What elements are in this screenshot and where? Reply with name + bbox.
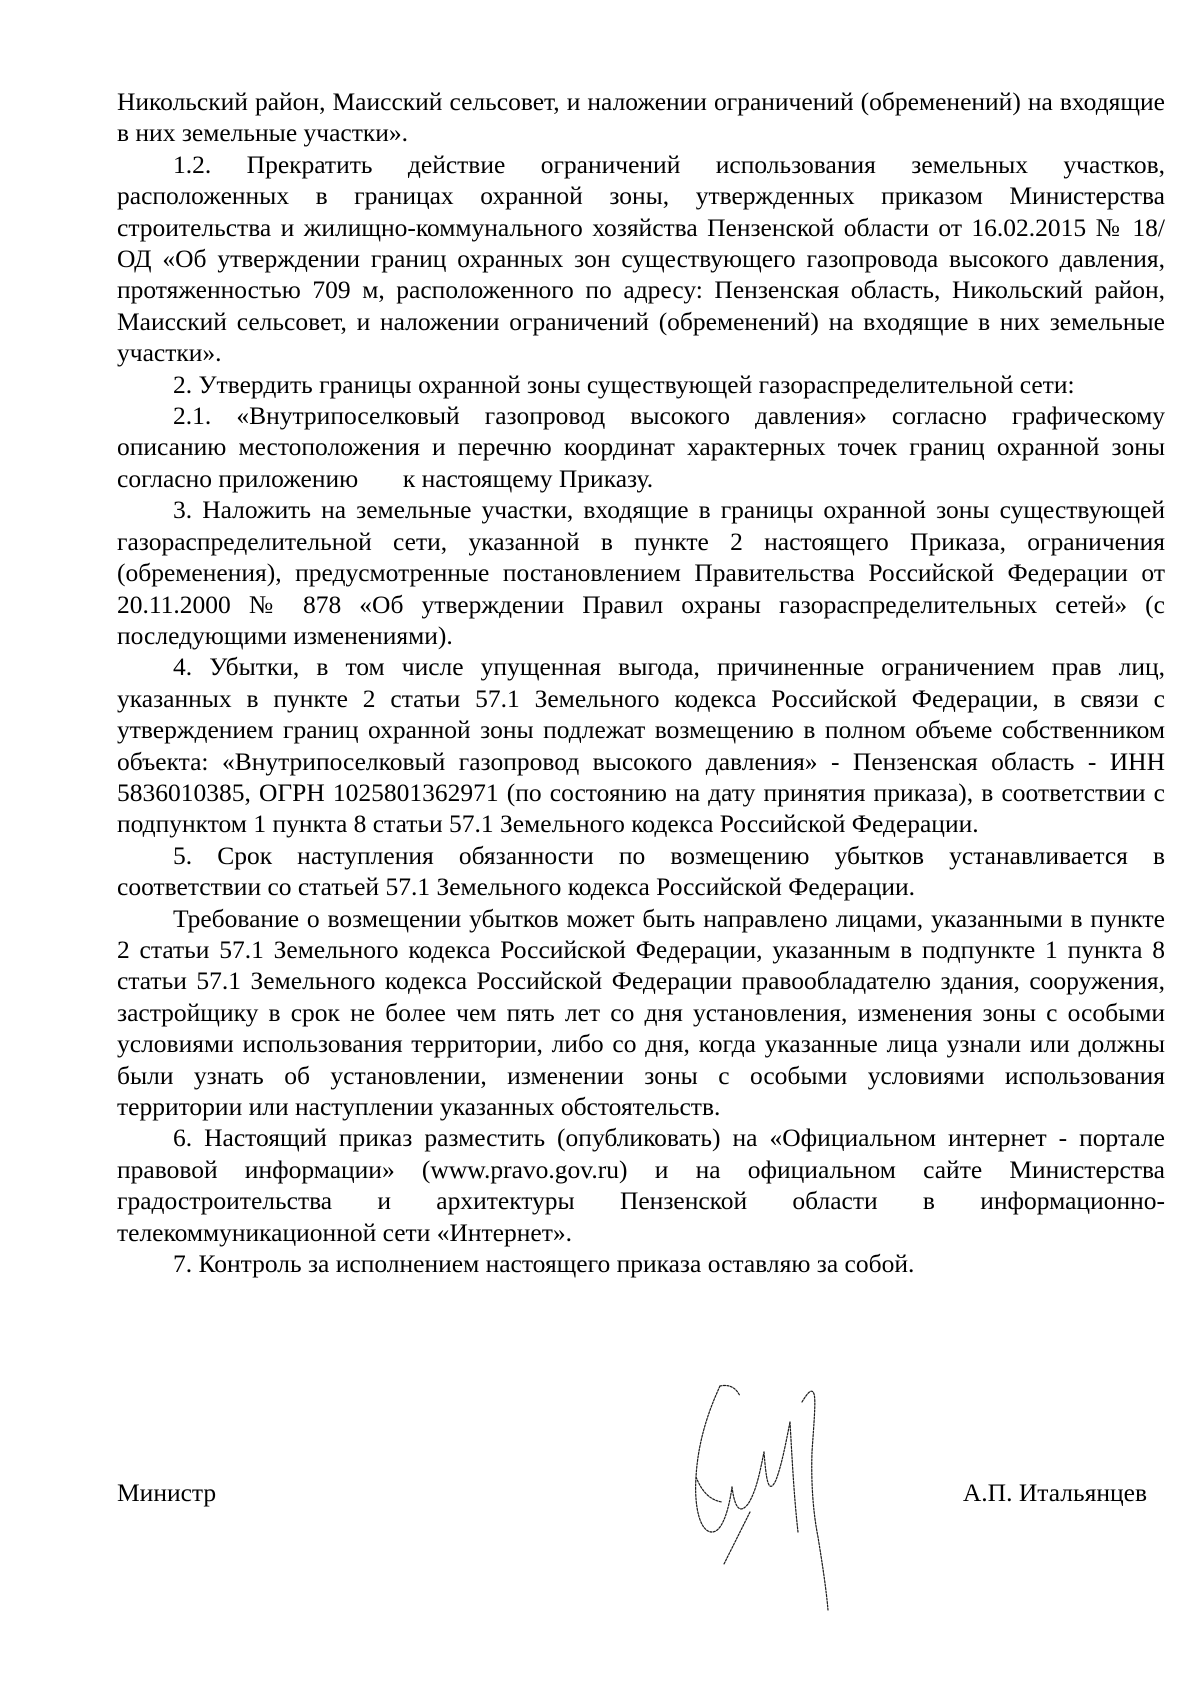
- signatory-position: Министр: [117, 1478, 217, 1507]
- paragraph-4: 4. Убытки, в том числе упущенная выгода, причиненные ограничением прав лиц, указанных в пункте 2 статьи 57.1 Земельного кодекса Российской Федерации, в связи с утверждением границ охранной зоны подлежат возмещению в полном объеме собственником объекта: «Внутрипоселковый газопровод высокого давления» - Пензенская область - ИНН 5836010385, ОГРН 1025801362971 (по состоянию на дату принятия приказа), в соответствии с подпунктом 1 пункта 8 статьи 57.1 Земельного кодекса Российской Федерации.: [117, 652, 1165, 839]
- handwritten-signature-icon: [690, 1382, 850, 1612]
- paragraph-3: 3. Наложить на земельные участки, входящие в границы охранной зоны существующей газораспределительной сети, указанной в пункте 2 настоящего Приказа, ограничения (обременения), предусмотренные постановлением Правительства Российской Федерации от 20.11.2000 № 878 «Об утверждении Правил охраны газораспределительных сетей» (с последующими изменениями).: [117, 495, 1165, 650]
- signature-block: [117, 1477, 1165, 1517]
- paragraph-1-1-continuation: Никольский район, Маисский сельсовет, и наложении ограничений (обременений) на входящие в них земельные участки».: [117, 87, 1165, 148]
- paragraph-6: 6. Настоящий приказ разместить (опубликовать) на «Официальном интернет - портале правовой информации» (www.pravo.gov.ru) и на официальном сайте Министерства градостроительства и архитектуры Пензенской области в информационно-телекоммуникационной сети «Интернет».: [117, 1123, 1165, 1247]
- paragraph-1-2: 1.2. Прекратить действие ограничений использования земельных участков, расположенных в границах охранной зоны, утвержденных приказом Министерства строительства и жилищно-коммунального хозяйства Пензенской области от 16.02.2015 № 18/ОД «Об утверждении границ охранных зон существующего газопровода высокого давления, протяженностью 709 м, расположенного по адресу: Пензенская область, Никольский район, Маисский сельсовет, и наложении ограничений (обременений) на входящие в них земельные участки».: [117, 149, 1165, 368]
- document-body: [117, 86, 1172, 1279]
- paragraph-5-requirement: Требование о возмещении убытков может быть направлено лицами, указанными в пункте 2 статьи 57.1 Земельного кодекса Российской Федерации, указанным в подпункте 1 пункта 8 статьи 57.1 Земельного кодекса Российской Федерации правообладателю здания, сооружения, застройщику в срок не более чем пять лет со дня установления, изменения зоны с особыми условиями использования территории, либо со дня, когда указанные лица узнали или должны были узнать об установлении, изменении зоны с особыми условиями использования территории или наступлении указанных обстоятельств.: [117, 903, 1165, 1121]
- paragraph-7: 7. Контроль за исполнением настоящего приказа оставляю за собой.: [173, 1249, 915, 1279]
- signatory-name: А.П. Итальянцев: [962, 1478, 1147, 1507]
- paragraph-5: 5. Срок наступления обязанности по возмещению убытков устанавливается в соответствии со статьей 57.1 Земельного кодекса Российской Федерации.: [117, 840, 1165, 902]
- paragraph-2: 2. Утвердить границы охранной зоны существующей газораспределительной сети:: [173, 369, 1075, 399]
- paragraph-2-1: 2.1. «Внутрипоселковый газопровод высокого давления» согласно графическому описанию местоположения и перечню координат характерных точек границ охранной зоны согласно приложению к настоящему Приказу.: [117, 401, 1172, 493]
